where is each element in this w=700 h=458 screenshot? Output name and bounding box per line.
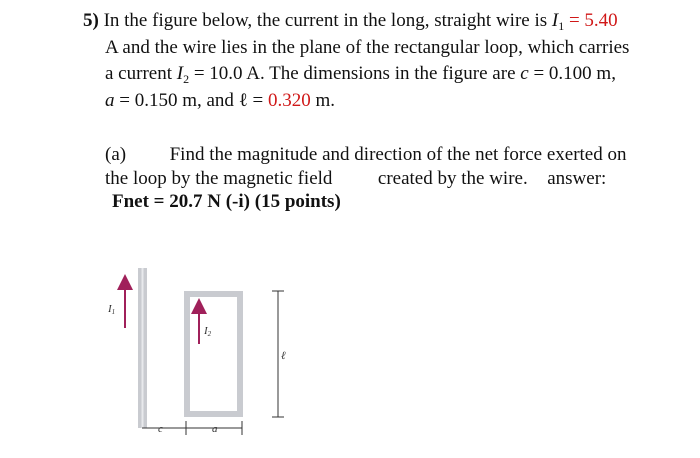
- c-label: c: [158, 423, 163, 435]
- answer-text: Fnet = 20.7 N (-i) (15 points): [112, 191, 341, 212]
- part-a-line-1: (a) Find the magnitude and direction of the net force exerted on: [105, 144, 627, 165]
- wire-loop-figure: [100, 268, 300, 448]
- a-symbol: a: [105, 90, 115, 111]
- problem-line-3: a current $I_2 = 10.0$ A. The dimensions in the figure are c = 0.100 m,: [105, 63, 616, 86]
- length-value: 0.320: [268, 90, 311, 111]
- rectangular-loop: [187, 294, 240, 414]
- i1-value: = 5.40: [568, 10, 618, 31]
- length-label: ℓ: [281, 350, 286, 362]
- problem-line-4: a = 0.150 m, and ℓ = 0.320 m.: [105, 90, 336, 111]
- c-symbol: c: [520, 63, 529, 84]
- length-symbol: ℓ: [238, 90, 248, 111]
- part-a-line-2: the loop by the magnetic field created by the wire. answer:: [105, 168, 607, 189]
- a-label: a: [212, 423, 218, 435]
- problem-line-2: A and the wire lies in the plane of the rectangular loop, which carries: [105, 37, 630, 58]
- i1-symbol: I: [551, 10, 559, 31]
- answer-label: answer:: [547, 168, 607, 189]
- part-a-label: (a): [105, 144, 127, 165]
- i2-symbol: I: [176, 63, 184, 84]
- i1-label: I1: [108, 303, 116, 316]
- problem-line-1: 5) In the figure below, the current in the long, straight wire is $I_1 = 5.40$: [83, 10, 618, 33]
- problem-number: 5): [83, 10, 99, 31]
- i2-label: I2: [204, 325, 212, 338]
